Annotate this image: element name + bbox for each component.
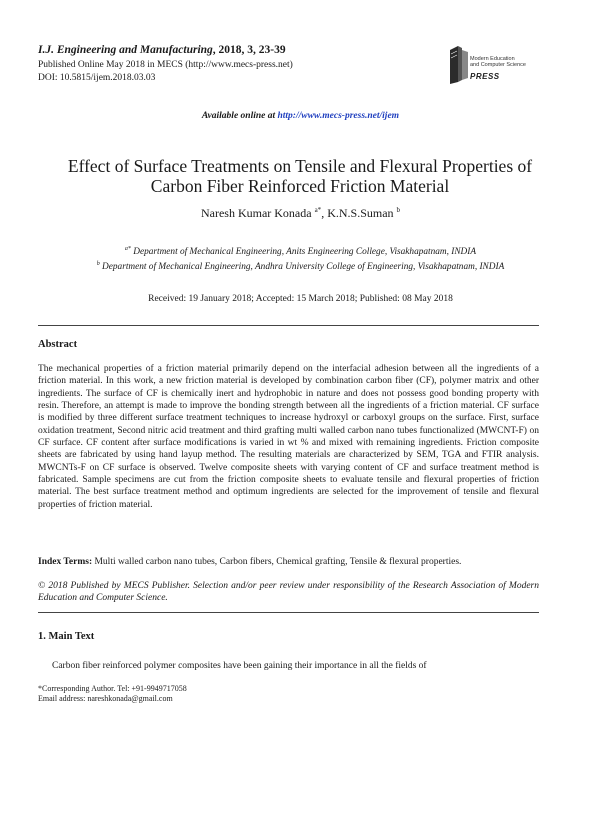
received-dates: Received: 19 January 2018; Accepted: 15 March 2018; Published: 08 May 2018: [148, 294, 453, 304]
divider-top: [38, 325, 539, 326]
logo-line-2: and Computer Science: [470, 62, 526, 68]
affiliation-1: [0, 246, 601, 257]
author-separator: ,: [321, 206, 328, 220]
affiliation-2: [0, 261, 601, 272]
journal-name: I.J. Engineering and Manufacturing: [38, 44, 213, 56]
divider-bottom: [38, 612, 539, 613]
affiliation-2-sup: b: [96, 261, 100, 267]
logo-press: PRESS: [470, 72, 500, 81]
index-terms-text: Multi walled carbon nano tubes, Carbon fibers, Chemical grafting, Tensile & flexural properties.: [92, 557, 462, 567]
affiliation-1-sup: a*: [124, 246, 131, 252]
logo-line-1: Modern Education: [470, 56, 515, 62]
main-text-heading: 1. Main Text: [38, 631, 95, 642]
author-1: Naresh Kumar Konada: [200, 206, 315, 220]
available-online: [0, 111, 601, 121]
journal-volume: , 2018, 3, 23-39: [212, 44, 286, 56]
index-terms: [38, 556, 539, 568]
published-line: Published Online May 2018 in MECS (http://www.mecs-press.net): [38, 60, 293, 70]
author-1-sup: a*: [314, 206, 322, 214]
index-terms-label: Index Terms:: [38, 557, 93, 567]
article-title: Effect of Surface Treatments on Tensile and Flexural Properties of Carbon Fiber Reinforced Friction Material: [67, 156, 533, 196]
journal-citation: [38, 44, 286, 56]
available-prefix: Available online at: [201, 111, 278, 121]
books-logo-icon: [448, 44, 470, 86]
mecs-press-logo: [448, 44, 558, 92]
footnote-email: Email address: nareshkonada@gmail.com: [38, 694, 173, 703]
doi: DOI: 10.5815/ijem.2018.03.03: [38, 73, 156, 83]
abstract-text: The mechanical properties of a friction material primarily depend on the interfacial adhesion between all the ingredients of a friction material. In this work, a new friction material is developed by combination carbon fiber (CF), polymer matrix and other ingredients. The surface of CF is chemically inert and hydrophobic in nature and does not possess good bonding property with resin. Therefore, an attempt is made to improve the bonding strength between all the ingredients of a friction material. CF surface is modified by three different surface treatment techniques to increase hydroxyl or carboxyl groups on the surface. First, surface oxidation treatment, Second nitric acid treatment and third grafting multi walled carbon nano tubes functionalized (MWCNT-F) on CF surface. CF content after surface modifications is varied in wt % and mixed with remaining ingredients. Friction composite sheets are fabricated by using hand layup method. The resulting materials are characterized by SEM, TGA and FTIR analysis. MWCNTs-F on CF surface is observed. Twelve composite sheets with varying content of CF and surface treatment method is fabricated. Sample specimens are cut from the friction composite sheets to evaluate tensile and flexural properties of friction material. The best surface treatment method and optimum ingredients are selected for the improvement of tensile and flexural properties of friction material.: [38, 364, 539, 510]
affiliation-2-text: Department of Mechanical Engineering, Andhra University College of Engineering, Visakhapatnam, INDIA: [99, 262, 505, 273]
affiliation-1-text: Department of Mechanical Engineering, Anits Engineering College, Visakhapatnam, INDIA: [130, 247, 477, 258]
footnote-corresponding: *Corresponding Author. Tel: +91-9949717058: [38, 684, 187, 693]
author-2-sup: b: [396, 206, 401, 214]
author-2: K.N.S.Suman: [327, 206, 397, 220]
journal-url-link[interactable]: http://www.mecs-press.net/ijem: [277, 111, 400, 121]
authors: [0, 206, 601, 221]
logo-text: [470, 56, 526, 68]
copyright-notice: © 2018 Published by MECS Publisher. Selection and/or peer review under responsibility of the Research Association of Modern Education and Computer Science.: [38, 581, 539, 604]
abstract-heading: Abstract: [38, 339, 78, 350]
main-text-first-line: Carbon fiber reinforced polymer composites have been gaining their importance in all the fields of: [52, 661, 427, 671]
